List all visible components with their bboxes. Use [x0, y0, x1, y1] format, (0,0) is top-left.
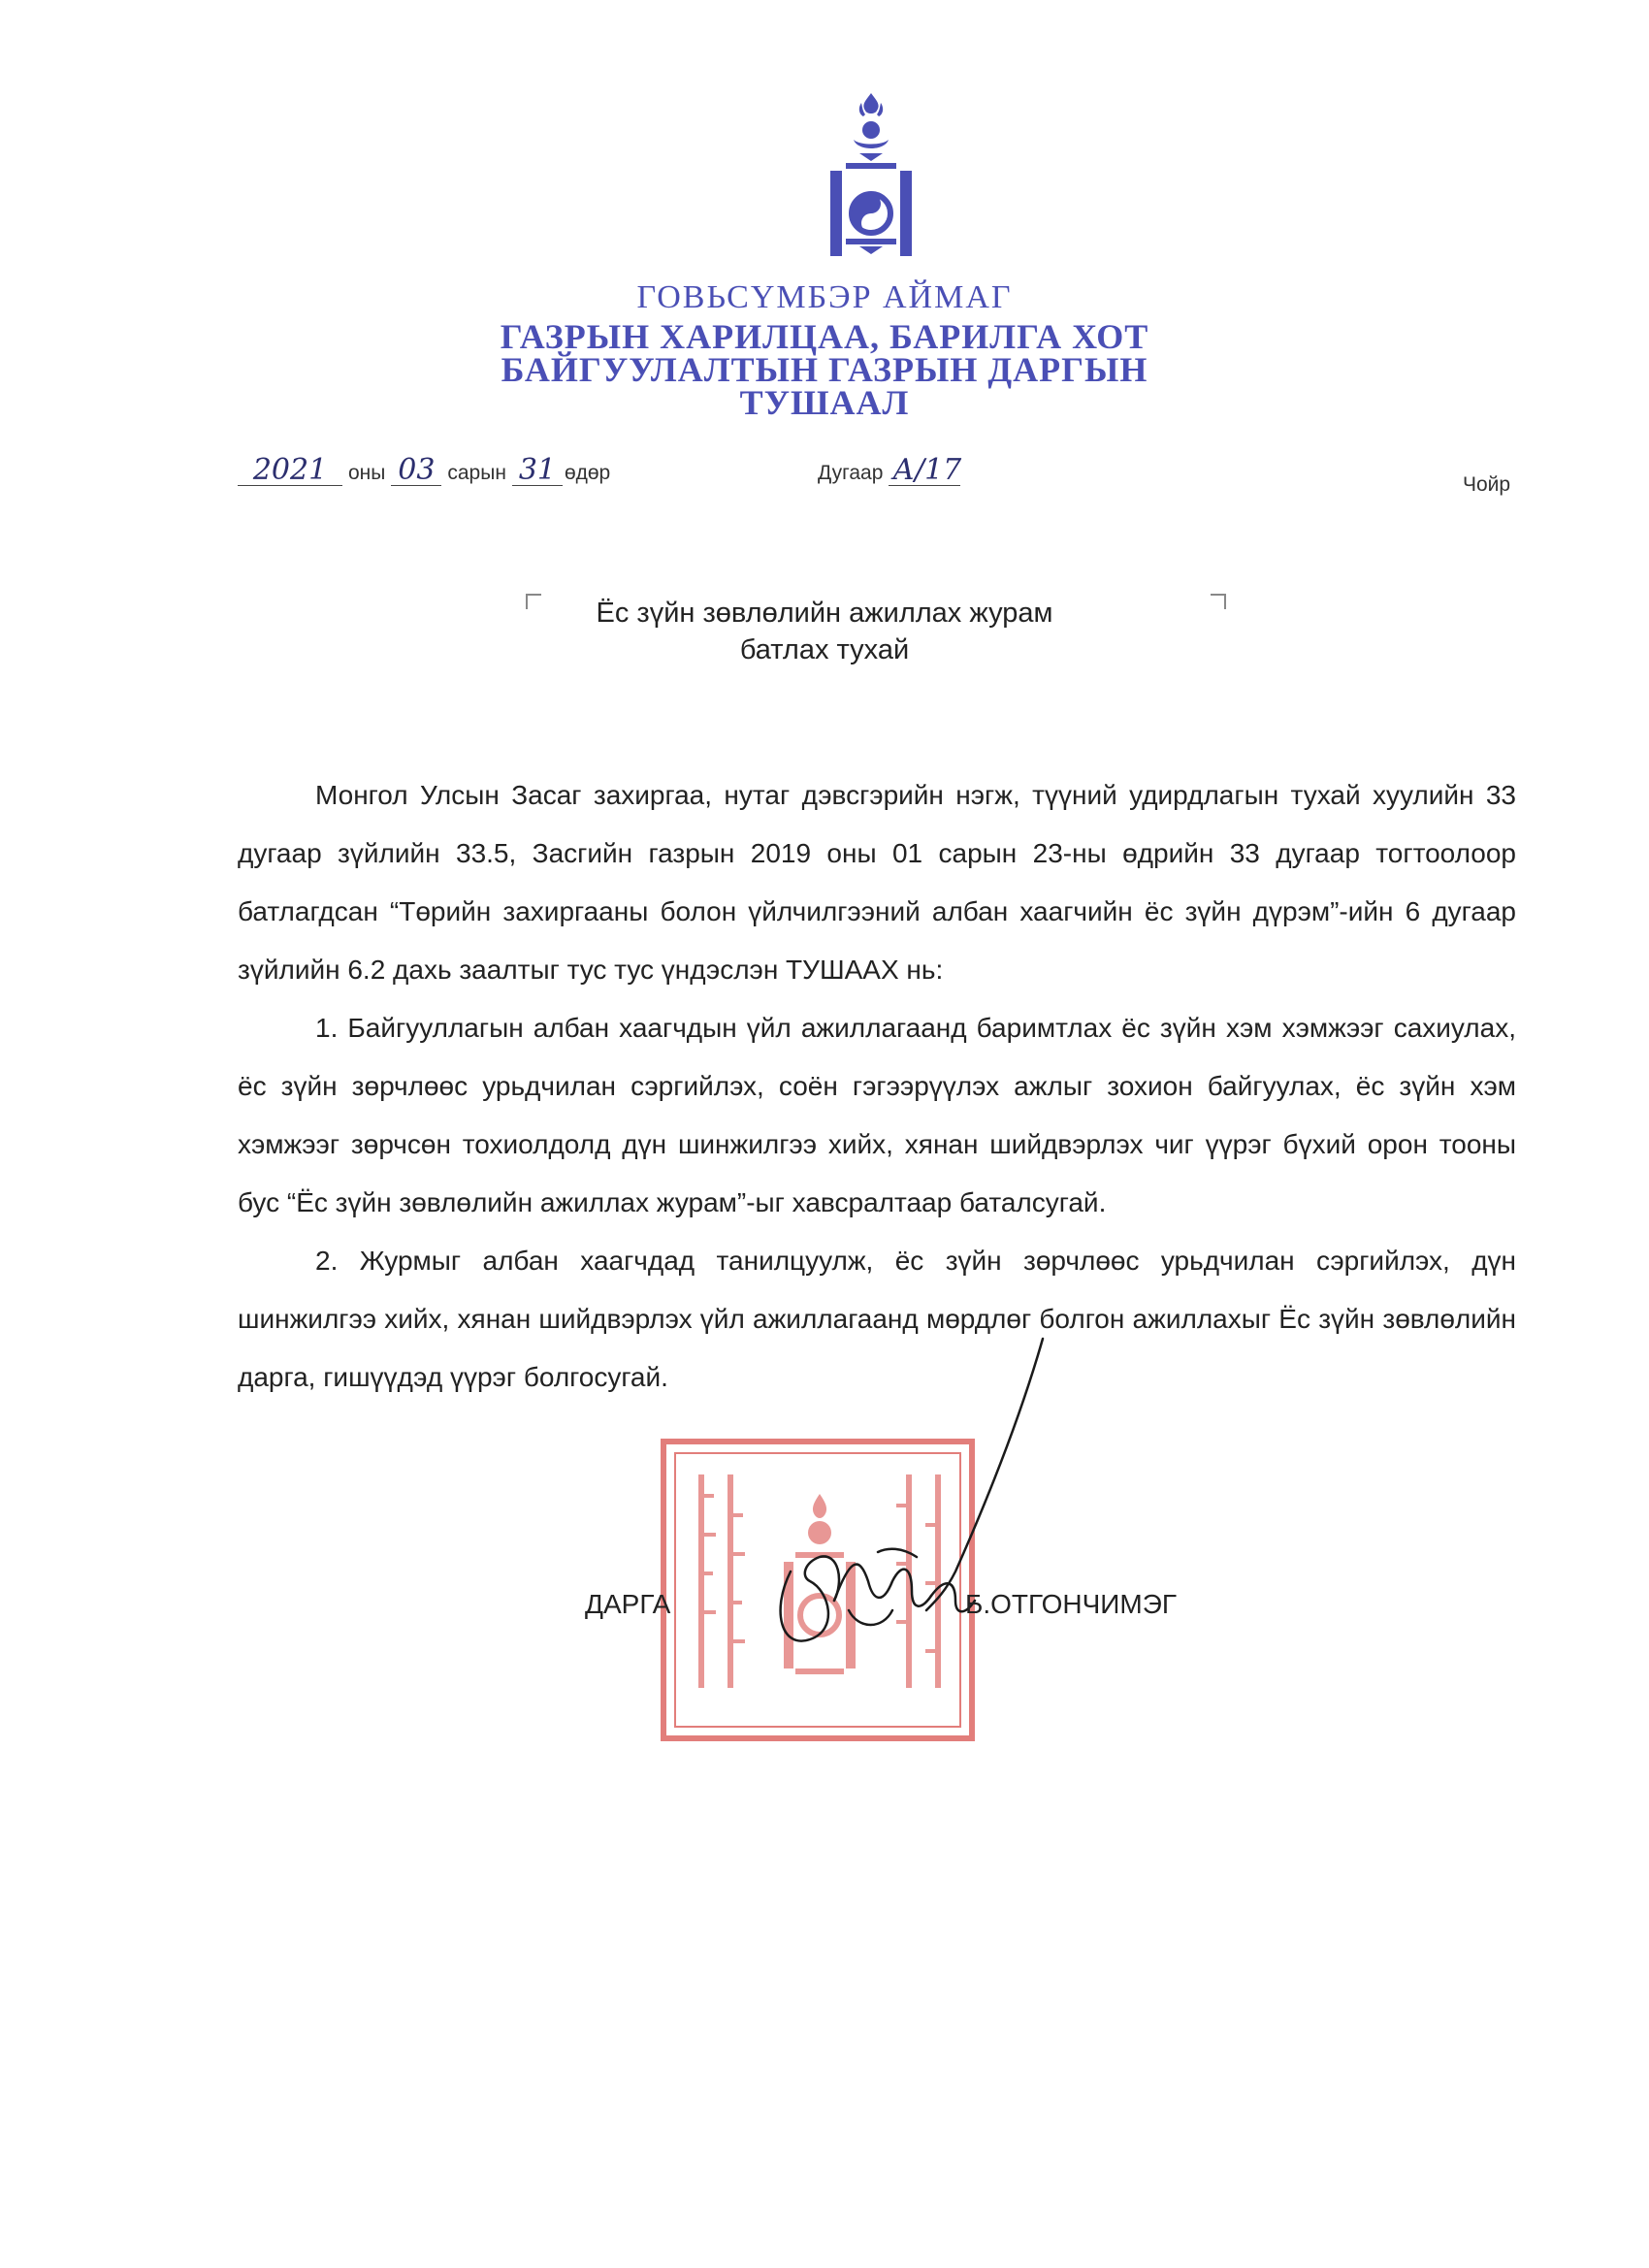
body-paragraph-text: Монгол Улсын Засаг захиргаа, нутаг дэвсгэрийн нэгж, түүний удирдлагын тухай хуулийн 33 дугаар зүйлийн 33.5, Засгийн газрын 2019 оны 01 сарын 23-ны өдрийн 33 дугаар тогтоолоор батлагдсан “Төрийн захиргааны болон үйлчилгээний албан хаагчийн ёс зүйн дүрэм”-ийн 6 дугаар зүйлийн 6.2 дахь заалтыг тус тус үндэслэн ТУШААХ нь: — [238, 780, 1516, 985]
number-label: Дугаар — [818, 462, 884, 484]
subject-line1: Ёс зүйн зөвлөлийн ажиллах журам — [596, 598, 1053, 629]
document-type: ТУШААЛ — [739, 383, 910, 422]
body-paragraph-text: 1. Байгууллагын албан хаагчдын үйл ажиллагаанд баримтлах ёс зүйн хэм хэмжээг сахиулах, ёс зүйн зөрчлөөс урьдчилан сэргийлэх, соён гэгээрүүлэх ажлыг зохион байгуулах, ёс зүйн хэм хэмжээг зөрчсөн тохиолдолд дүн шинжилгээ хийх, хянан шийдвэрлэх чиг үүрэг бүхий орон тооны бус “Ёс зүйн зөвлөлийн ажиллах журам”-ыг хавсралтаар баталсугай. — [238, 1013, 1516, 1217]
month-label: сарын — [447, 462, 506, 484]
soyombo-emblem-icon — [823, 89, 920, 260]
signatory-title: ДАРГА — [585, 1589, 671, 1619]
number-value: А/17 — [889, 456, 960, 486]
issuer-department-line2: БАЙГУУЛАЛТЫН ГАЗРЫН ДАРГЫН — [501, 350, 1148, 389]
day-label: өдөр — [564, 462, 611, 484]
date-day: 31 — [512, 456, 563, 486]
date-month: 03 — [391, 456, 441, 486]
year-label: оны — [348, 462, 386, 484]
body-paragraph-2 — [238, 999, 1516, 1232]
signatory-name: Б.ОТГОНЧИМЭГ — [965, 1589, 1178, 1619]
date-year: 2021 — [238, 456, 342, 486]
body-paragraph-1 — [238, 766, 1516, 999]
issuer-department-line1: ГАЗРЫН ХАРИЛЦАА, БАРИЛГА ХОТ — [500, 317, 1149, 356]
document-place: Чойр — [1463, 473, 1511, 496]
subject-line2: батлах тухай — [739, 634, 910, 665]
issuer-province: ГОВЬСҮМБЭР АЙМАГ — [636, 279, 1013, 315]
document-number — [818, 453, 962, 487]
document-date — [238, 453, 616, 487]
handwritten-signature — [713, 1319, 1082, 1688]
body-paragraph-text: 2. Журмыг албан хаагчдад танилцуулж, ёс зүйн зөрчлөөс урьдчилан сэргийлэх, дүн шинжилгээ хийх, хянан шийдвэрлэх үйл ажиллагаанд мөрдлөг болгон ажиллахыг Ёс зүйн зөвлөлийн дарга, гишүүдэд үүрэг болгосугай. — [238, 1246, 1516, 1392]
